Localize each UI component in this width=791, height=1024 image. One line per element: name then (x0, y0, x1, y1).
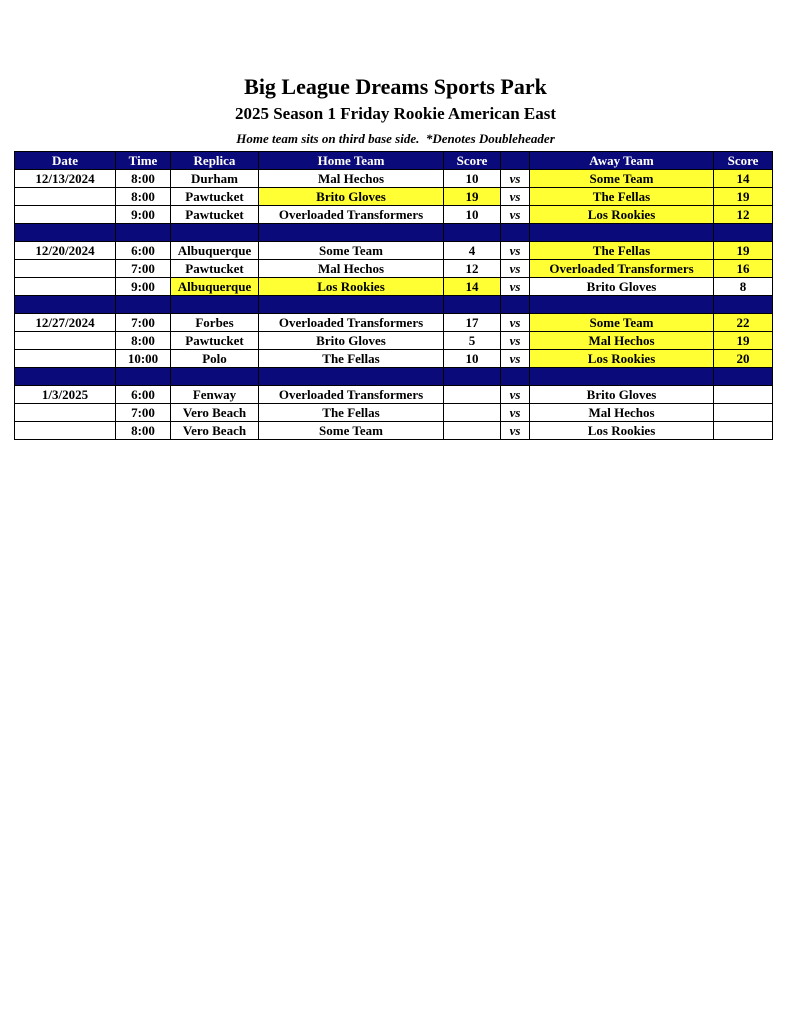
date-cell (15, 188, 116, 206)
away-score-cell: 8 (714, 278, 773, 296)
time-cell: 6:00 (116, 386, 171, 404)
away-team-cell: The Fellas (530, 242, 714, 260)
separator-cell (444, 296, 501, 314)
separator-cell (116, 296, 171, 314)
separator-cell (530, 224, 714, 242)
time-cell: 8:00 (116, 170, 171, 188)
table-row (15, 404, 773, 422)
separator-cell (444, 224, 501, 242)
col-header-time: Time (116, 152, 171, 170)
replica-cell: Pawtucket (171, 206, 259, 224)
col-header-away-team: Away Team (530, 152, 714, 170)
date-cell: 12/13/2024 (15, 170, 116, 188)
time-cell: 7:00 (116, 314, 171, 332)
vs-cell: vs (501, 314, 530, 332)
table-row (15, 278, 773, 296)
replica-cell: Forbes (171, 314, 259, 332)
away-team-cell: Los Rookies (530, 350, 714, 368)
separator-cell (530, 296, 714, 314)
home-score-cell: 17 (444, 314, 501, 332)
separator-cell (501, 296, 530, 314)
table-row (15, 350, 773, 368)
date-cell: 12/27/2024 (15, 314, 116, 332)
away-score-cell: 19 (714, 188, 773, 206)
time-cell: 8:00 (116, 422, 171, 440)
away-team-cell: Los Rookies (530, 422, 714, 440)
separator-cell (714, 368, 773, 386)
home-team-cell: Mal Hechos (259, 170, 444, 188)
away-team-cell: Some Team (530, 170, 714, 188)
time-cell: 8:00 (116, 188, 171, 206)
schedule-table (14, 151, 773, 440)
away-score-cell: 14 (714, 170, 773, 188)
schedule-body (15, 170, 773, 440)
time-cell: 10:00 (116, 350, 171, 368)
replica-cell: Vero Beach (171, 404, 259, 422)
home-score-cell: 19 (444, 188, 501, 206)
vs-cell: vs (501, 260, 530, 278)
separator-cell (171, 368, 259, 386)
home-score-cell: 10 (444, 170, 501, 188)
table-row (15, 188, 773, 206)
table-row (15, 242, 773, 260)
replica-cell: Polo (171, 350, 259, 368)
table-row (15, 260, 773, 278)
date-cell (15, 278, 116, 296)
col-header-home-score: Score (444, 152, 501, 170)
away-score-cell (714, 386, 773, 404)
away-score-cell: 22 (714, 314, 773, 332)
replica-cell: Pawtucket (171, 260, 259, 278)
vs-cell: vs (501, 170, 530, 188)
separator-cell (714, 224, 773, 242)
date-cell (15, 332, 116, 350)
date-cell (15, 260, 116, 278)
date-cell (15, 206, 116, 224)
away-score-cell: 12 (714, 206, 773, 224)
away-score-cell (714, 422, 773, 440)
separator-cell (259, 368, 444, 386)
separator-cell (116, 368, 171, 386)
away-team-cell: Brito Gloves (530, 386, 714, 404)
separator-cell (501, 368, 530, 386)
time-cell: 6:00 (116, 242, 171, 260)
home-score-cell (444, 422, 501, 440)
table-row (15, 206, 773, 224)
separator-cell (714, 296, 773, 314)
page-subtitle: 2025 Season 1 Friday Rookie American East (234, 104, 557, 123)
separator-cell (116, 224, 171, 242)
separator-cell (171, 224, 259, 242)
page-title: Big League Dreams Sports Park (244, 74, 547, 99)
away-score-cell: 20 (714, 350, 773, 368)
home-score-cell: 4 (444, 242, 501, 260)
vs-cell: vs (501, 188, 530, 206)
home-score-cell: 10 (444, 350, 501, 368)
vs-cell: vs (501, 278, 530, 296)
vs-cell: vs (501, 386, 530, 404)
date-cell (15, 404, 116, 422)
col-header-vs (501, 152, 530, 170)
separator-cell (259, 296, 444, 314)
col-header-away-score: Score (714, 152, 773, 170)
time-cell: 9:00 (116, 206, 171, 224)
vs-cell: vs (501, 422, 530, 440)
separator-cell (530, 368, 714, 386)
away-team-cell: Overloaded Transformers (530, 260, 714, 278)
home-team-cell: Overloaded Transformers (259, 206, 444, 224)
time-cell: 9:00 (116, 278, 171, 296)
away-team-cell: Brito Gloves (530, 278, 714, 296)
vs-cell: vs (501, 350, 530, 368)
away-score-cell: 16 (714, 260, 773, 278)
separator-cell (444, 368, 501, 386)
replica-cell: Pawtucket (171, 188, 259, 206)
home-score-cell: 14 (444, 278, 501, 296)
separator-cell (15, 224, 116, 242)
col-header-home-team: Home Team (259, 152, 444, 170)
away-team-cell: The Fellas (530, 188, 714, 206)
replica-cell: Pawtucket (171, 332, 259, 350)
away-team-cell: Mal Hechos (530, 404, 714, 422)
replica-cell: Albuquerque (171, 242, 259, 260)
away-team-cell: Los Rookies (530, 206, 714, 224)
home-score-cell: 12 (444, 260, 501, 278)
date-cell: 1/3/2025 (15, 386, 116, 404)
vs-cell: vs (501, 206, 530, 224)
table-row (15, 314, 773, 332)
table-row (15, 332, 773, 350)
separator-cell (15, 368, 116, 386)
away-team-cell: Some Team (530, 314, 714, 332)
page-note: Home team sits on third base side. *Denotes Doubleheader (236, 131, 555, 146)
vs-cell: vs (501, 242, 530, 260)
home-team-cell: Some Team (259, 422, 444, 440)
col-header-replica: Replica (171, 152, 259, 170)
home-team-cell: Some Team (259, 242, 444, 260)
home-team-cell: Mal Hechos (259, 260, 444, 278)
col-header-date: Date (15, 152, 116, 170)
home-team-cell: The Fellas (259, 404, 444, 422)
home-team-cell: The Fellas (259, 350, 444, 368)
time-cell: 7:00 (116, 404, 171, 422)
table-row (15, 170, 773, 188)
week-separator-row (15, 224, 773, 242)
away-score-cell (714, 404, 773, 422)
separator-cell (501, 224, 530, 242)
home-score-cell: 10 (444, 206, 501, 224)
replica-cell: Vero Beach (171, 422, 259, 440)
away-team-cell: Mal Hechos (530, 332, 714, 350)
table-row (15, 422, 773, 440)
home-team-cell: Overloaded Transformers (259, 386, 444, 404)
away-score-cell: 19 (714, 242, 773, 260)
home-team-cell: Overloaded Transformers (259, 314, 444, 332)
replica-cell: Albuquerque (171, 278, 259, 296)
home-team-cell: Brito Gloves (259, 332, 444, 350)
separator-cell (171, 296, 259, 314)
home-score-cell: 5 (444, 332, 501, 350)
away-score-cell: 19 (714, 332, 773, 350)
replica-cell: Fenway (171, 386, 259, 404)
separator-cell (259, 224, 444, 242)
time-cell: 7:00 (116, 260, 171, 278)
home-team-cell: Brito Gloves (259, 188, 444, 206)
separator-cell (15, 296, 116, 314)
home-score-cell (444, 404, 501, 422)
home-score-cell (444, 386, 501, 404)
date-cell (15, 350, 116, 368)
week-separator-row (15, 296, 773, 314)
date-cell (15, 422, 116, 440)
replica-cell: Durham (171, 170, 259, 188)
date-cell: 12/20/2024 (15, 242, 116, 260)
vs-cell: vs (501, 404, 530, 422)
table-header-row (15, 152, 773, 170)
week-separator-row (15, 368, 773, 386)
vs-cell: vs (501, 332, 530, 350)
time-cell: 8:00 (116, 332, 171, 350)
home-team-cell: Los Rookies (259, 278, 444, 296)
table-row (15, 386, 773, 404)
